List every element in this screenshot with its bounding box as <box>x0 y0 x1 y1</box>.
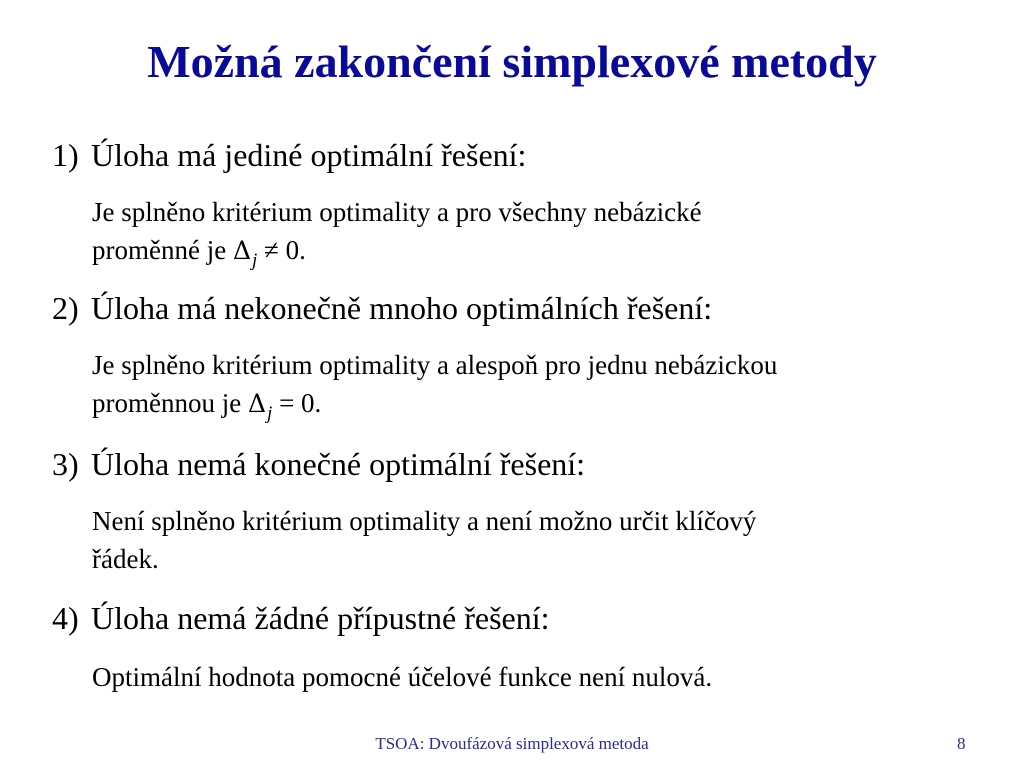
item-heading: Úloha má jediné optimální řešení: <box>91 137 527 173</box>
body-line: proměnné je <box>92 235 227 265</box>
item-number: 4) <box>52 600 79 636</box>
body-line: Je splněno kritérium optimality a pro všechny nebázické <box>92 197 702 227</box>
item-body <box>92 502 972 578</box>
delta-symbol: Δ <box>232 236 252 265</box>
item-heading: Úloha nemá žádné přípustné řešení: <box>91 600 550 636</box>
body-line-with-math <box>92 384 972 433</box>
body-line-with-math <box>92 231 972 280</box>
body-line: Není splněno kritérium optimality a není možno určit klíčový <box>92 506 757 536</box>
slide-title: Možná zakončení simplexové metody <box>147 36 877 87</box>
page-number: 8 <box>957 734 966 753</box>
body-line: proměnnou je <box>92 388 242 418</box>
item-body <box>92 193 972 280</box>
item-heading: Úloha má nekonečně mnoho optimálních řešení: <box>91 290 713 326</box>
item-heading: Úloha nemá konečné optimální řešení: <box>91 446 586 482</box>
subscript-j: j <box>267 403 273 424</box>
item-body <box>92 658 972 696</box>
item-number: 1) <box>52 137 79 173</box>
item-number: 2) <box>52 290 79 326</box>
item-number: 3) <box>52 446 79 482</box>
subscript-j: j <box>252 250 258 271</box>
delta-symbol: Δ <box>247 389 267 418</box>
footer-title: TSOA: Dvoufázová simplexová metoda <box>375 734 649 753</box>
math-relation: ≠ 0. <box>257 235 306 265</box>
body-line: Je splněno kritérium optimality a alespoň pro jednu nebázickou <box>92 350 778 380</box>
body-line: Optimální hodnota pomocné účelové funkce není nulová. <box>92 662 713 692</box>
body-line: řádek. <box>92 544 159 574</box>
item-body <box>92 346 972 433</box>
math-relation: = 0. <box>272 388 322 418</box>
